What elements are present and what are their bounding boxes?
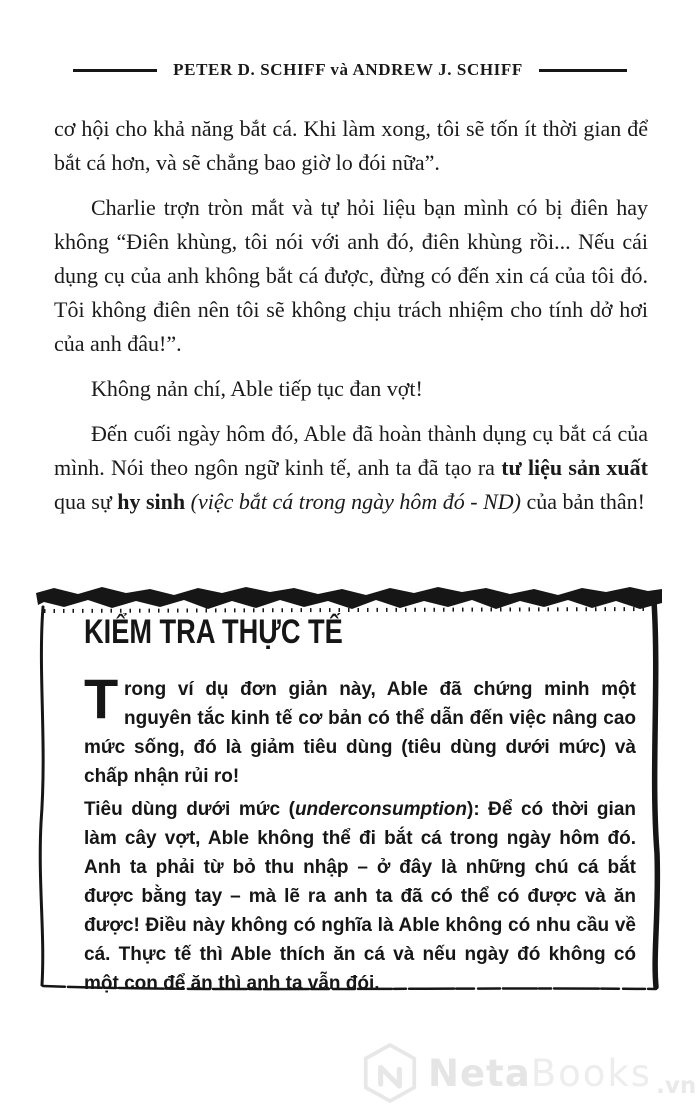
reality-check-box (36, 583, 662, 996)
dropcap-letter: T (84, 667, 119, 730)
header-rule-left (73, 69, 157, 72)
term-underconsumption: underconsumption (294, 799, 467, 820)
body-paragraph-2: Charlie trợn tròn mắt và tự hỏi liệu bạn mình có bị điên hay không “Điên khùng, tôi nói với anh đó, điên khùng rồi... Nếu cái dụng cụ của anh không bắt cá được, đừng có đến xin cá của tôi đó. Tôi không điên nên tôi sẽ không chịu trách nhiệm cho tính dở hơi của anh đâu!”. (54, 195, 648, 356)
header-rule-right (539, 69, 627, 72)
hexagon-n-icon (362, 1042, 418, 1104)
paragraph-4-segment: của bản thân! (520, 489, 645, 514)
box-paragraph-1 (84, 667, 636, 791)
netabooks-watermark (362, 1042, 696, 1104)
term-sacrifice: hy sinh (117, 489, 186, 514)
term-capital-goods: tư liệu sản xuất (501, 455, 648, 480)
body-paragraph-1: cơ hội cho khả năng bắt cá. Khi làm xong, tôi sẽ tốn ít thời gian để bắt cá hơn, và sẽ chẳng bao giờ lo đói nữa”. (54, 116, 648, 175)
box-paragraph-2-segment: Tiêu dùng dưới mức ( (84, 799, 295, 820)
watermark-brand-bold: Neta (428, 1051, 531, 1095)
authors-running-head: PETER D. SCHIFF và ANDREW J. SCHIFF (173, 60, 523, 79)
box-paragraph-2-segment: ): Để có thời gian làm cây vợt, Able không thể đi bắt cá trong ngày hôm đó. Anh ta phải từ bỏ thu nhập – ở đây là những chú cá bắt được bằng tay – mà lẽ ra anh ta đã có thể có được và ăn được! Điều này không có nghĩa là Able không có nhu cầu về cá. Thực tế thì Able thích ăn cá và nếu ngày đó không có một con để ăn thì anh ta vẫn đói. (84, 799, 636, 994)
body-paragraph-4 (54, 417, 648, 519)
body-text-block (54, 112, 648, 530)
box-paragraph-2 (84, 795, 636, 998)
box-paragraph-1-text: rong ví dụ đơn giản này, Able đã chứng minh một nguyên tắc kinh tế cơ bản có thể dẫn đến việc nâng cao mức sống, đó là giảm tiêu dùng (tiêu dùng dưới mức) và chấp nhận rủi ro! (84, 679, 636, 787)
watermark-brand-light: Books (530, 1051, 653, 1095)
page-header (0, 60, 700, 80)
box-title: KIỂM TRA THỰC TẾ (84, 613, 343, 651)
paragraph-4-segment: qua sự (54, 489, 118, 514)
paragraph-4-segment: Đến cuối ngày hôm đó, Able đã hoàn thành dụng cụ bắt cá của mình. Nói theo ngôn ngữ kinh tế, anh ta đã tạo ra (54, 421, 648, 480)
translator-note: (việc bắt cá trong ngày hôm đó - ND) (185, 489, 521, 514)
watermark-tld: .vn (656, 1073, 697, 1099)
body-paragraph-3: Không nản chí, Able tiếp tục đan vợt! (91, 376, 423, 401)
